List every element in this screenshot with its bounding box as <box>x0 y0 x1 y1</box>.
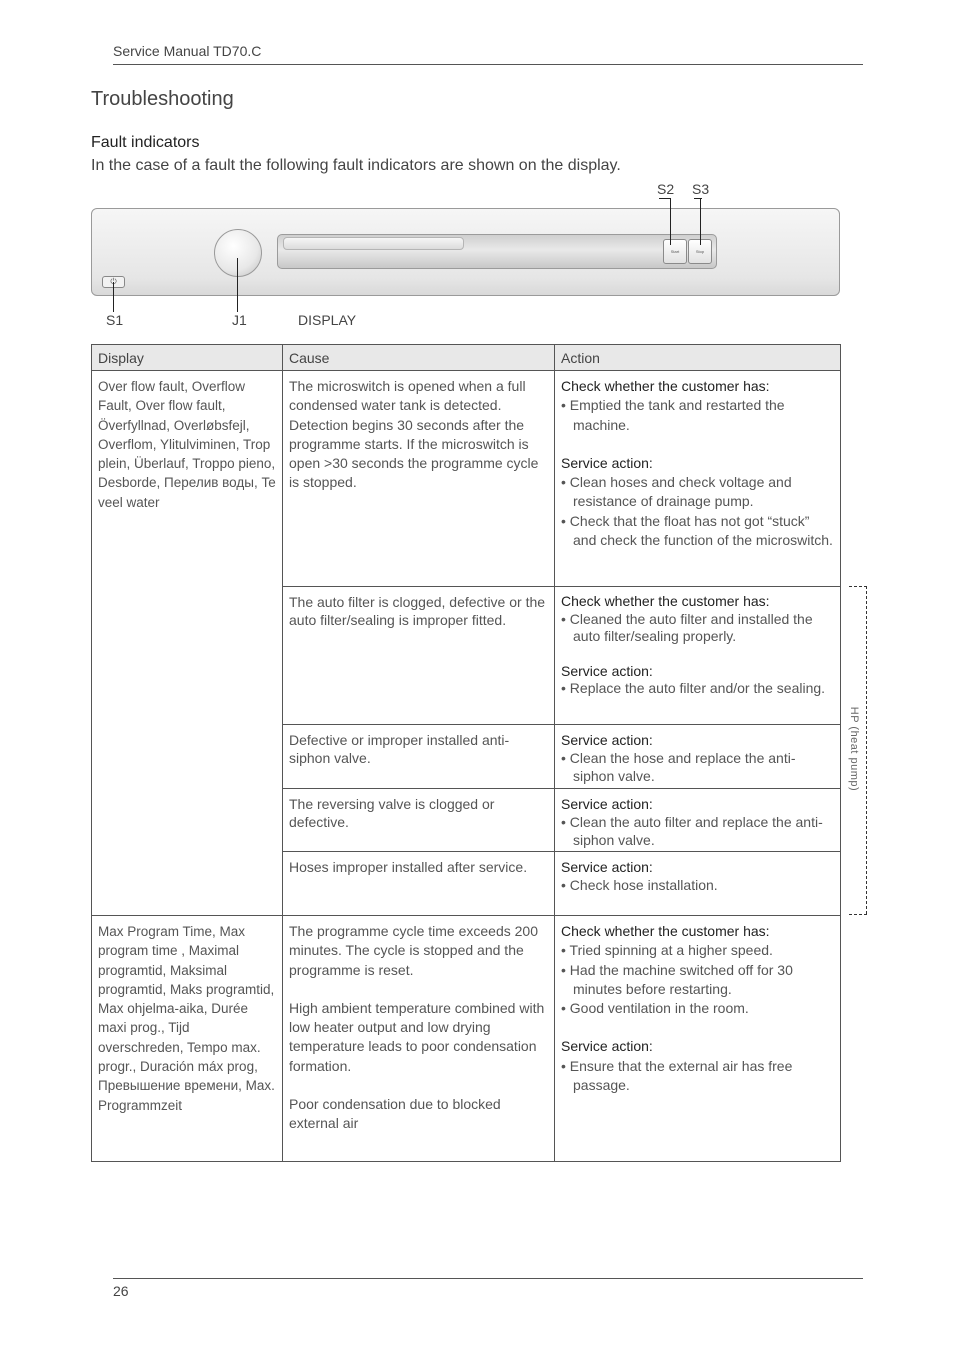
service-heading: Service action: <box>561 859 653 875</box>
cause-paragraph: The programme cycle time exceeds 200 minutes. The cycle is stopped and the programme is reset. <box>289 923 538 978</box>
s1-leader <box>113 282 114 312</box>
action-item: • Cleaned the auto filter and installed the auto filter/sealing properly. <box>561 610 813 644</box>
action-item: • Clean hoses and check voltage and resistance of drainage pump. <box>561 474 792 510</box>
service-heading: Service action: <box>561 1038 653 1055</box>
stop-button: Stop <box>688 239 712 264</box>
label-s2: S2 <box>657 181 675 197</box>
action-cell <box>555 587 841 725</box>
program-knob <box>214 229 262 277</box>
cause-cell: The reversing valve is clogged or defective. <box>283 789 555 852</box>
action-item: • Clean the hose and replace the anti-siphon valve. <box>561 750 796 784</box>
action-item: • Replace the auto filter and/or the sealing. <box>561 680 826 696</box>
label-display: DISPLAY <box>298 312 357 328</box>
cause-paragraph: High ambient temperature combined with low heater output and low drying temperature leads to poor condensation formation. <box>289 999 545 1074</box>
intro-text: In the case of a fault the following fault indicators are shown on the display. <box>91 157 621 174</box>
footer-divider <box>113 1278 863 1279</box>
table-row <box>92 916 841 1162</box>
heat-pump-note: HP (heat pump) <box>848 706 860 792</box>
service-heading: Service action: <box>561 796 653 812</box>
manual-title: Service Manual TD70.C <box>113 43 262 59</box>
table-header-row <box>92 345 841 371</box>
j1-leader <box>237 258 238 312</box>
action-item: • Emptied the tank and restarted the machine. <box>561 397 785 433</box>
action-item: • Good ventilation in the room. <box>561 1000 749 1017</box>
action-item: • Ensure that the external air has free passage. <box>561 1057 793 1094</box>
action-cell <box>555 371 841 587</box>
column-header-cause: Cause <box>283 345 555 371</box>
check-heading: Check whether the customer has: <box>561 923 770 939</box>
power-switch: ⏻ <box>102 276 125 288</box>
bracket-top <box>849 586 867 587</box>
display-cell: Over flow fault, Overflow Fault, Over flow fault, Överfyllnad, Overløbsfejl, Overflom, Ylitulviminen, Trop plein, Überlauf, Troppo pieno, Desborde, Перелив воды, Te veel water <box>92 371 283 916</box>
action-cell <box>555 852 841 916</box>
check-heading: Check whether the customer has: <box>561 378 770 394</box>
action-item: • Tried spinning at a higher speed. <box>561 942 773 959</box>
column-header-action: Action <box>555 345 841 371</box>
display-window <box>283 237 464 250</box>
action-cell <box>555 725 841 789</box>
service-heading: Service action: <box>561 662 653 679</box>
action-cell <box>555 789 841 852</box>
section-subtitle: Fault indicators <box>91 134 200 151</box>
cause-cell: The auto filter is clogged, defective or the auto filter/sealing is improper fitted. <box>283 587 555 725</box>
display-cell: Max Program Time, Max program time , Maximal programtid, Maksimal programtid, Maks programtid, Max ohjelma-aika, Durée maxi prog., Tijd overschreden, Tempo max. progr., Duración máx prog, Превышение времени, Max. Programmzeit <box>92 916 283 1162</box>
fault-table <box>91 344 841 1162</box>
label-s1: S1 <box>106 312 124 328</box>
page-number: 26 <box>113 1283 129 1299</box>
label-j1: J1 <box>232 312 247 328</box>
s3-leader-v <box>700 198 701 245</box>
start-button: Start <box>663 239 687 264</box>
check-heading: Check whether the customer has: <box>561 593 770 609</box>
action-item: • Check that the float has not got “stuck” and check the function of the microswitch. <box>561 512 833 549</box>
cause-paragraph: Poor condensation due to blocked external air <box>289 1096 501 1132</box>
action-item: • Clean the auto filter and replace the anti-siphon valve. <box>561 814 823 848</box>
table-row <box>92 371 841 587</box>
s2-leader-v <box>670 198 671 245</box>
cause-cell: Hoses improper installed after service. <box>283 852 555 916</box>
service-heading: Service action: <box>561 732 653 748</box>
cause-cell <box>283 916 555 1162</box>
column-header-display: Display <box>92 345 283 371</box>
page-title: Troubleshooting <box>91 88 234 110</box>
service-heading: Service action: <box>561 454 653 471</box>
header-divider <box>113 64 863 65</box>
cause-cell: The microswitch is opened when a full condensed water tank is detected. Detection begins 30 seconds after the programme starts. If the microswitch is open >30 seconds the programme cycle is stopped. <box>283 371 555 587</box>
bracket-line <box>866 586 867 914</box>
action-item: • Had the machine switched off for 30 minutes before restarting. <box>561 961 793 997</box>
bracket-bottom <box>849 914 867 915</box>
action-item: • Check hose installation. <box>561 877 718 893</box>
label-s3: S3 <box>692 181 710 197</box>
action-cell <box>555 916 841 1162</box>
cause-cell: Defective or improper installed anti-siphon valve. <box>283 725 555 789</box>
